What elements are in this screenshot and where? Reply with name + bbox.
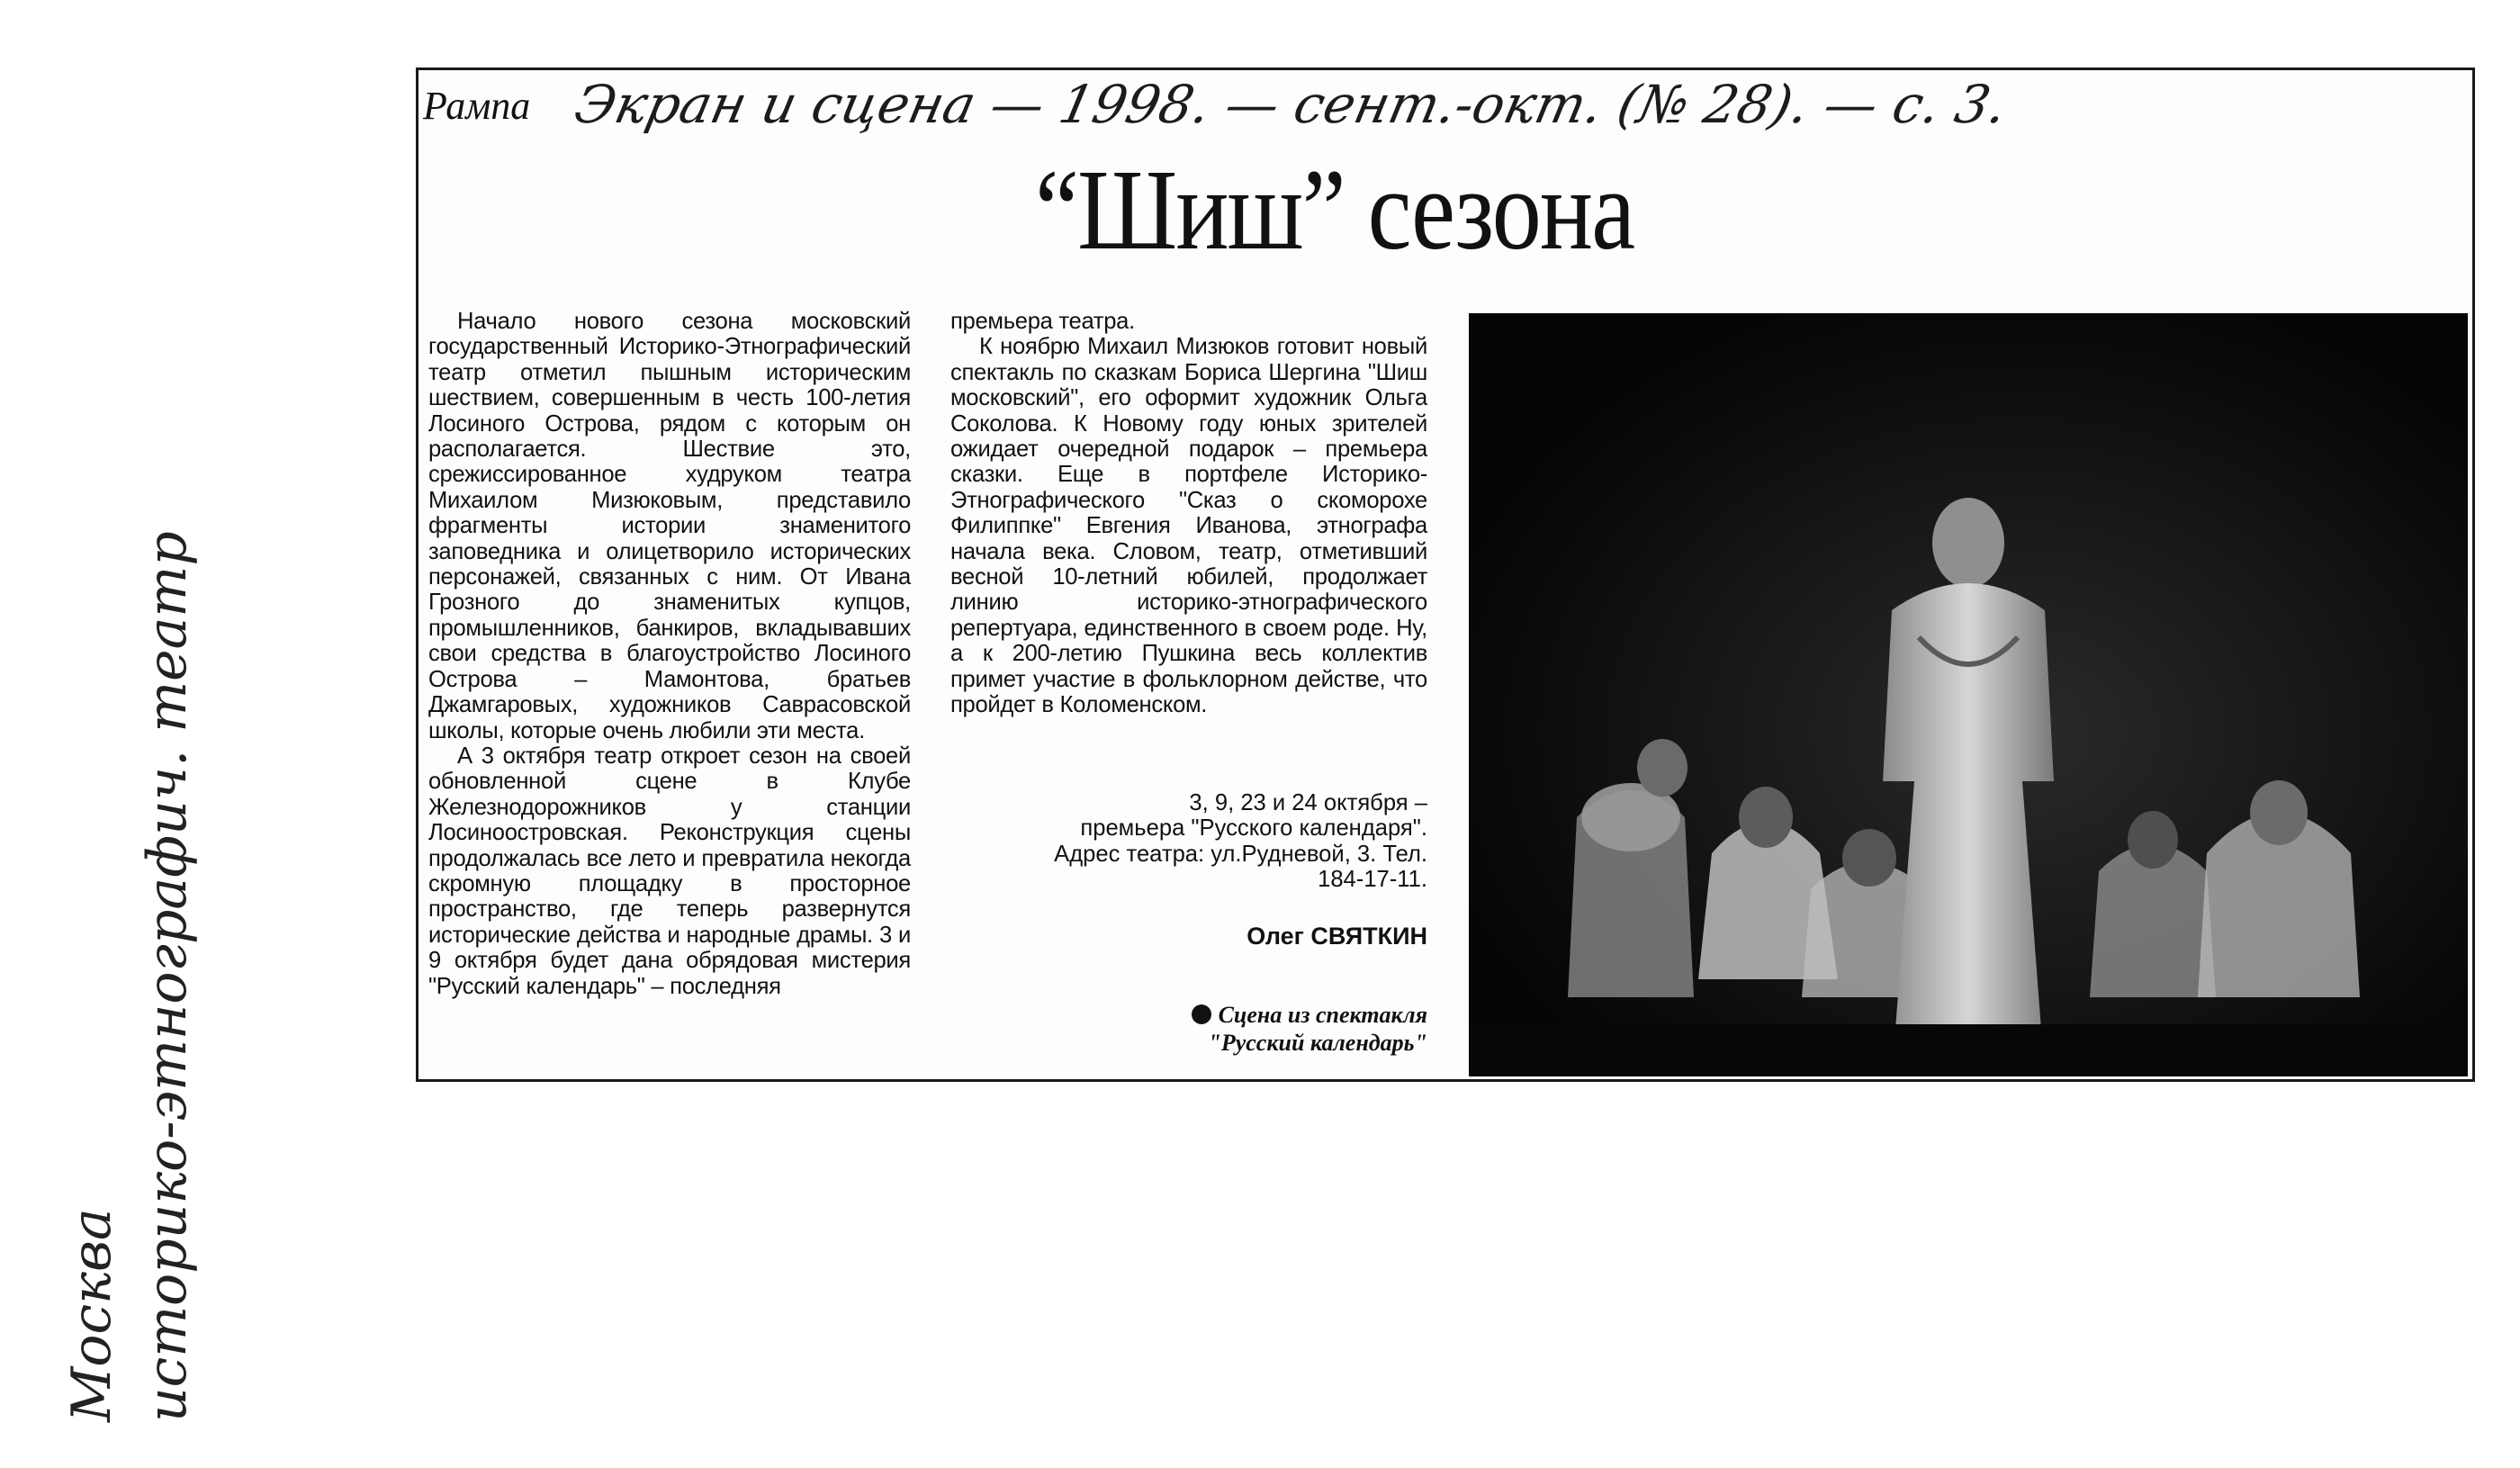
photo-caption — [1130, 1001, 1427, 1057]
info-line: 184-17-11. — [1318, 867, 1427, 893]
margin-note-line-1: Москва — [60, 1208, 123, 1422]
stage-photo-image — [1469, 313, 2468, 1076]
info-line: 3, 9, 23 и 24 октября – — [1189, 790, 1427, 815]
info-line: Адрес театра: ул.Рудневой, 3. Тел. — [1054, 841, 1427, 867]
handwritten-margin-note — [54, 531, 205, 1422]
article-column-1 — [428, 309, 911, 999]
margin-note-line-2: историко-этнографич. театр — [136, 531, 199, 1422]
caption-line-2: "Русский календарь" — [1208, 1030, 1427, 1056]
caption-text: Сцена из спектакля — [1218, 1002, 1427, 1028]
info-line: премьера "Русского календаря". — [1080, 815, 1427, 842]
author-byline: Олег СВЯТКИН — [1246, 923, 1427, 950]
paragraph: А 3 октября театр откроет сезон на своей обновленной сцене в Клубе Железнодорожников у станции Лосиноостровская. Реконструкция сцены продолжалась все лето и превратила некогда скромную площадку в просторное пространство, где теперь развернутся исторические действа и народные драмы. 3 и 9 октября будет дана обрядовая мистерия "Русский календарь" – последняя — [428, 743, 911, 999]
article-headline: “Шиш” сезона — [1035, 146, 1634, 274]
caption-line-1 — [1130, 1001, 1427, 1029]
performance-info — [950, 790, 1427, 893]
bullet-icon — [1192, 1004, 1211, 1024]
paragraph: Начало нового сезона московский государственный Историко-Этнографический театр отметил пышным историческим шествием, совершенным в честь 100-летия Лосиного Острова, рядом с которым он располагается. Шествие это, срежиссированное худруком театра Михаилом Мизюковым, представило фрагменты истории знаменитого заповедника и олицетворило исторических персонажей, связанных с ним. От Ивана Грозного до знаменитых купцов, промышленников, банкиров, вкладывавших свои средства в благоустройство Лосиного Острова – Мамонтова, братьев Джамгаровых, художников Саврасовской школы, которые очень любили эти места. — [428, 309, 911, 743]
article-column-2 — [950, 309, 1427, 718]
stage-photo — [1469, 313, 2468, 1076]
paragraph: премьера театра. — [950, 309, 1135, 334]
rubric-label: Рампа — [423, 84, 531, 128]
handwritten-source-note: Экран и сцена — 1998. — сент.-окт. (№ 28). — с. 3. — [569, 74, 2013, 135]
paragraph: К ноябрю Михаил Мизюков готовит новый спектакль по сказкам Бориса Шергина "Шиш московский", его оформит художник Ольга Соколова. К Новому году юных зрителей ожидает очередной подарок – премьера сказки. Еще в портфеле Историко-Этнографического "Сказ о скоморохе Филиппке" Евгения Иванова, этнографа начала века. Словом, театр, отметивший весной 10-летний юбилей, продолжает линию историко-этнографического репертуара, единственного в своем роде. Ну, а к 200-летию Пушкина весь коллектив примет участие в фольклорном действе, что пройдет в Коломенском. — [950, 334, 1427, 718]
